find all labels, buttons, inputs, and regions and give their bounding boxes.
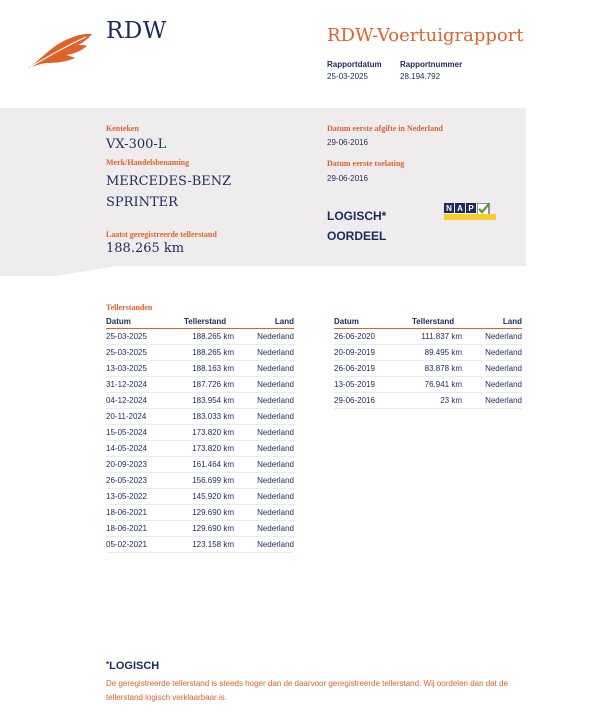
odometer-label: Laatst geregistreerde tellerstand	[106, 230, 217, 239]
row-country: Nederland	[234, 456, 294, 472]
table-row	[106, 520, 294, 536]
table-row	[106, 504, 294, 520]
brand-name: RDW	[106, 18, 167, 44]
row-reading: 76.941 km	[412, 376, 462, 392]
first-admission-value: 29-06-2016	[327, 174, 368, 183]
table-row	[106, 440, 294, 456]
row-date: 25-03-2025	[106, 344, 184, 360]
row-date: 13-03-2025	[106, 360, 184, 376]
table-row	[106, 392, 294, 408]
table-header-row	[106, 316, 294, 328]
plate-value: VX-300-L	[106, 137, 167, 152]
report-title: RDW-Voertuigrapport	[327, 25, 524, 46]
table-row	[334, 328, 522, 344]
row-reading: 89.495 km	[412, 344, 462, 360]
row-country: Nederland	[234, 440, 294, 456]
row-date: 26-06-2019	[334, 360, 412, 376]
row-country: Nederland	[234, 472, 294, 488]
col-country-header: Land	[462, 316, 522, 328]
row-date: 26-06-2020	[334, 328, 412, 344]
table-row	[334, 392, 522, 408]
row-reading: 145.920 km	[184, 488, 234, 504]
row-reading: 123.158 km	[184, 536, 234, 552]
verdict-line1: LOGISCH*	[327, 209, 387, 223]
row-country: Nederland	[234, 520, 294, 536]
row-country: Nederland	[234, 424, 294, 440]
report-number-block	[400, 60, 462, 81]
verdict-line2: OORDEEL	[327, 229, 387, 243]
row-reading: 188.163 km	[184, 360, 234, 376]
row-reading: 188.265 km	[184, 344, 234, 360]
table-row	[106, 472, 294, 488]
row-reading: 183.954 km	[184, 392, 234, 408]
rdw-feather-logo-icon	[26, 30, 94, 70]
table-row	[106, 408, 294, 424]
panel-tail	[0, 266, 55, 276]
row-country: Nederland	[234, 504, 294, 520]
row-reading: 23 km	[412, 392, 462, 408]
table-row	[106, 536, 294, 552]
row-reading: 161.464 km	[184, 456, 234, 472]
table-row	[106, 328, 294, 344]
row-country: Nederland	[234, 328, 294, 344]
row-reading: 129.690 km	[184, 520, 234, 536]
make-label: Merk/Handelsbenaming	[106, 158, 190, 167]
row-reading: 111.837 km	[412, 328, 462, 344]
footer-star: *	[106, 660, 110, 669]
row-date: 15-05-2024	[106, 424, 184, 440]
odometer-section-title: Tellerstanden	[106, 303, 153, 312]
report-date-label: Rapportdatum	[327, 60, 382, 69]
col-date-header: Datum	[334, 316, 412, 328]
table-row	[106, 360, 294, 376]
row-country: Nederland	[462, 360, 522, 376]
row-reading: 156.699 km	[184, 472, 234, 488]
make-line2: SPRINTER	[106, 195, 178, 210]
table-row	[106, 424, 294, 440]
row-date: 13-05-2022	[106, 488, 184, 504]
row-country: Nederland	[234, 376, 294, 392]
row-reading: 129.690 km	[184, 504, 234, 520]
row-date: 13-05-2019	[334, 376, 412, 392]
row-date: 04-12-2024	[106, 392, 184, 408]
row-date: 25-03-2025	[106, 328, 184, 344]
odometer-table-left	[106, 316, 294, 553]
nap-letter-a: A	[455, 203, 465, 213]
table-header-row	[334, 316, 522, 328]
row-country: Nederland	[462, 376, 522, 392]
row-country: Nederland	[234, 344, 294, 360]
first-nl-label: Datum eerste afgifte in Nederland	[327, 124, 443, 133]
report-number-value: 28.194.792	[400, 72, 441, 81]
table-row	[106, 344, 294, 360]
row-country: Nederland	[462, 392, 522, 408]
first-nl-value: 29-06-2016	[327, 138, 368, 147]
row-country: Nederland	[234, 488, 294, 504]
vehicle-summary-panel	[0, 108, 526, 266]
table-row	[106, 488, 294, 504]
row-reading: 173.820 km	[184, 440, 234, 456]
odometer-table-right	[334, 316, 522, 409]
table-row	[334, 376, 522, 392]
row-date: 14-05-2024	[106, 440, 184, 456]
row-reading: 173.820 km	[184, 424, 234, 440]
table-row	[334, 360, 522, 376]
report-date-block	[327, 60, 382, 81]
report-number-label: Rapportnummer	[400, 60, 463, 69]
nap-yellow-bar	[444, 214, 496, 220]
row-date: 29-06-2016	[334, 392, 412, 408]
row-date: 20-11-2024	[106, 408, 184, 424]
row-date: 18-06-2021	[106, 504, 184, 520]
row-country: Nederland	[462, 328, 522, 344]
make-line1: MERCEDES-BENZ	[106, 174, 232, 189]
table-row	[334, 344, 522, 360]
row-date: 20-09-2019	[334, 344, 412, 360]
col-country-header: Land	[234, 316, 294, 328]
col-date-header: Datum	[106, 316, 184, 328]
row-reading: 188.265 km	[184, 328, 234, 344]
nap-letter-n: N	[444, 203, 454, 213]
row-country: Nederland	[462, 344, 522, 360]
verdict	[327, 206, 386, 246]
row-date: 05-02-2021	[106, 536, 184, 552]
row-country: Nederland	[234, 360, 294, 376]
footer-title	[106, 660, 159, 672]
footer-explanation: De geregistreerde tellerstand is steeds hoger dan de daarvoor geregistreerde tellerstand. Wij oordelen dan dat de tellerstand logisch verklaarbaar is.	[106, 679, 509, 702]
row-date: 20-09-2023	[106, 456, 184, 472]
row-country: Nederland	[234, 536, 294, 552]
report-date-value: 25-03-2025	[327, 72, 368, 81]
row-reading: 187.726 km	[184, 376, 234, 392]
row-country: Nederland	[234, 392, 294, 408]
nap-letter-p: P	[466, 203, 476, 213]
row-reading: 183.033 km	[184, 408, 234, 424]
row-reading: 83.878 km	[412, 360, 462, 376]
col-reading-header: Tellerstand	[184, 316, 234, 328]
row-date: 18-06-2021	[106, 520, 184, 536]
odometer-value: 188.265 km	[106, 241, 185, 256]
col-reading-header: Tellerstand	[412, 316, 462, 328]
row-date: 31-12-2024	[106, 376, 184, 392]
row-date: 26-05-2023	[106, 472, 184, 488]
panel-tail-slant	[55, 266, 117, 276]
nap-logo	[444, 203, 491, 221]
row-country: Nederland	[234, 408, 294, 424]
table-row	[106, 376, 294, 392]
footer-title-text: LOGISCH	[109, 660, 160, 672]
first-admission-label: Datum eerste toelating	[327, 159, 405, 168]
plate-label: Kenteken	[106, 124, 139, 133]
table-row	[106, 456, 294, 472]
